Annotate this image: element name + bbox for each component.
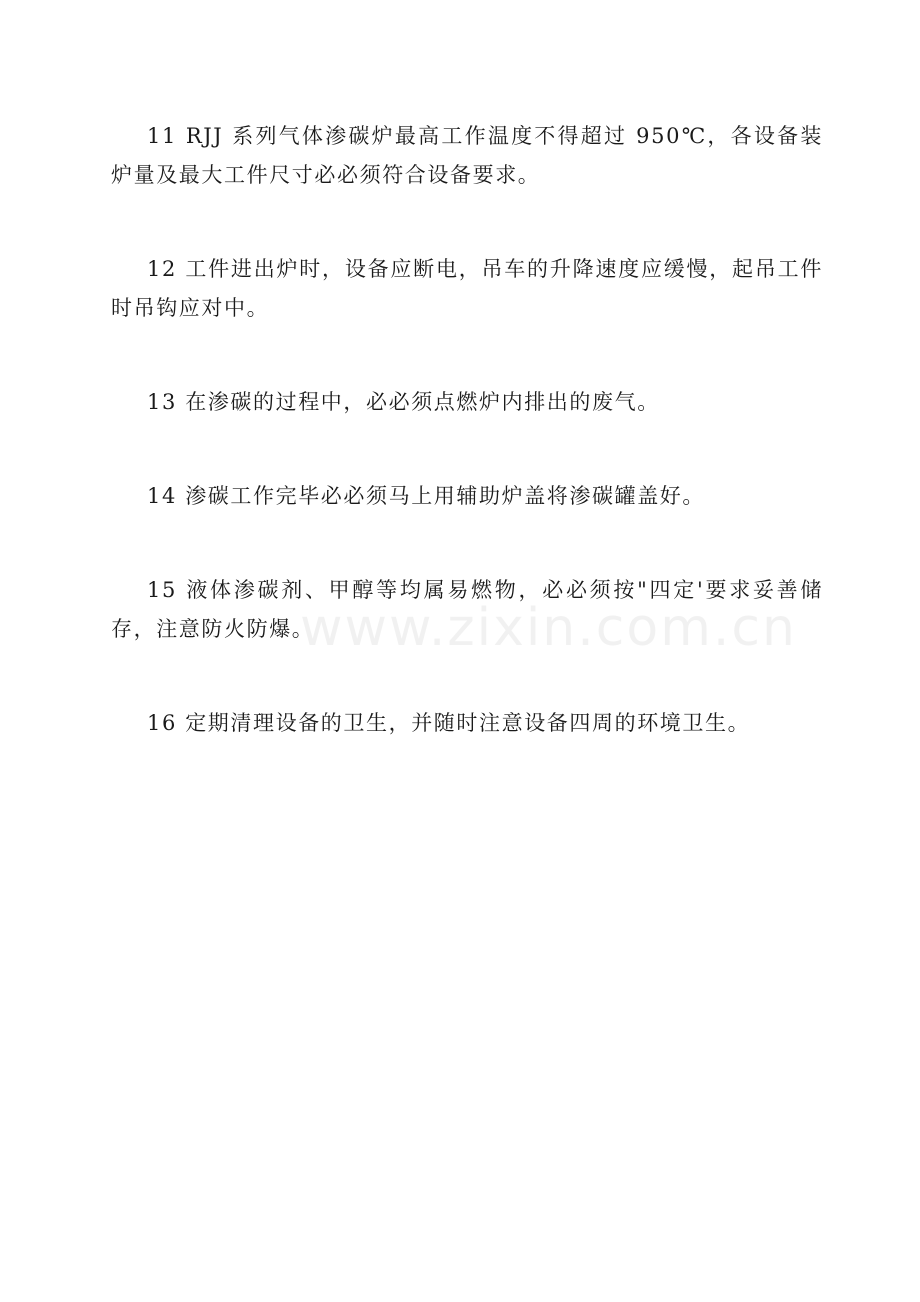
paragraph-11: 11 RJJ 系列气体渗碳炉最高工作温度不得超过 950℃，各设备装炉量及最大工件尺寸必必须符合设备要求。 bbox=[111, 124, 823, 187]
paragraph-15: 15 液体渗碳剂、甲醇等均属易燃物，必必须按"四定'要求妥善储存，注意防火防爆。 bbox=[111, 578, 823, 641]
paragraph-16: 16 定期清理设备的卫生，并随时注意设备四周的环境卫生。 bbox=[147, 711, 751, 735]
paragraph-13: 13 在渗碳的过程中，必必须点燃炉内排出的废气。 bbox=[147, 390, 660, 414]
watermark: www.zixin.com.cn bbox=[300, 598, 797, 658]
paragraph-14: 14 渗碳工作完毕必必须马上用辅助炉盖将渗碳罐盖好。 bbox=[147, 484, 705, 508]
document-body bbox=[111, 117, 823, 798]
paragraph-12: 12 工件进出炉时，设备应断电，吊车的升降速度应缓慢，起吊工件时吊钩应对中。 bbox=[111, 257, 823, 320]
